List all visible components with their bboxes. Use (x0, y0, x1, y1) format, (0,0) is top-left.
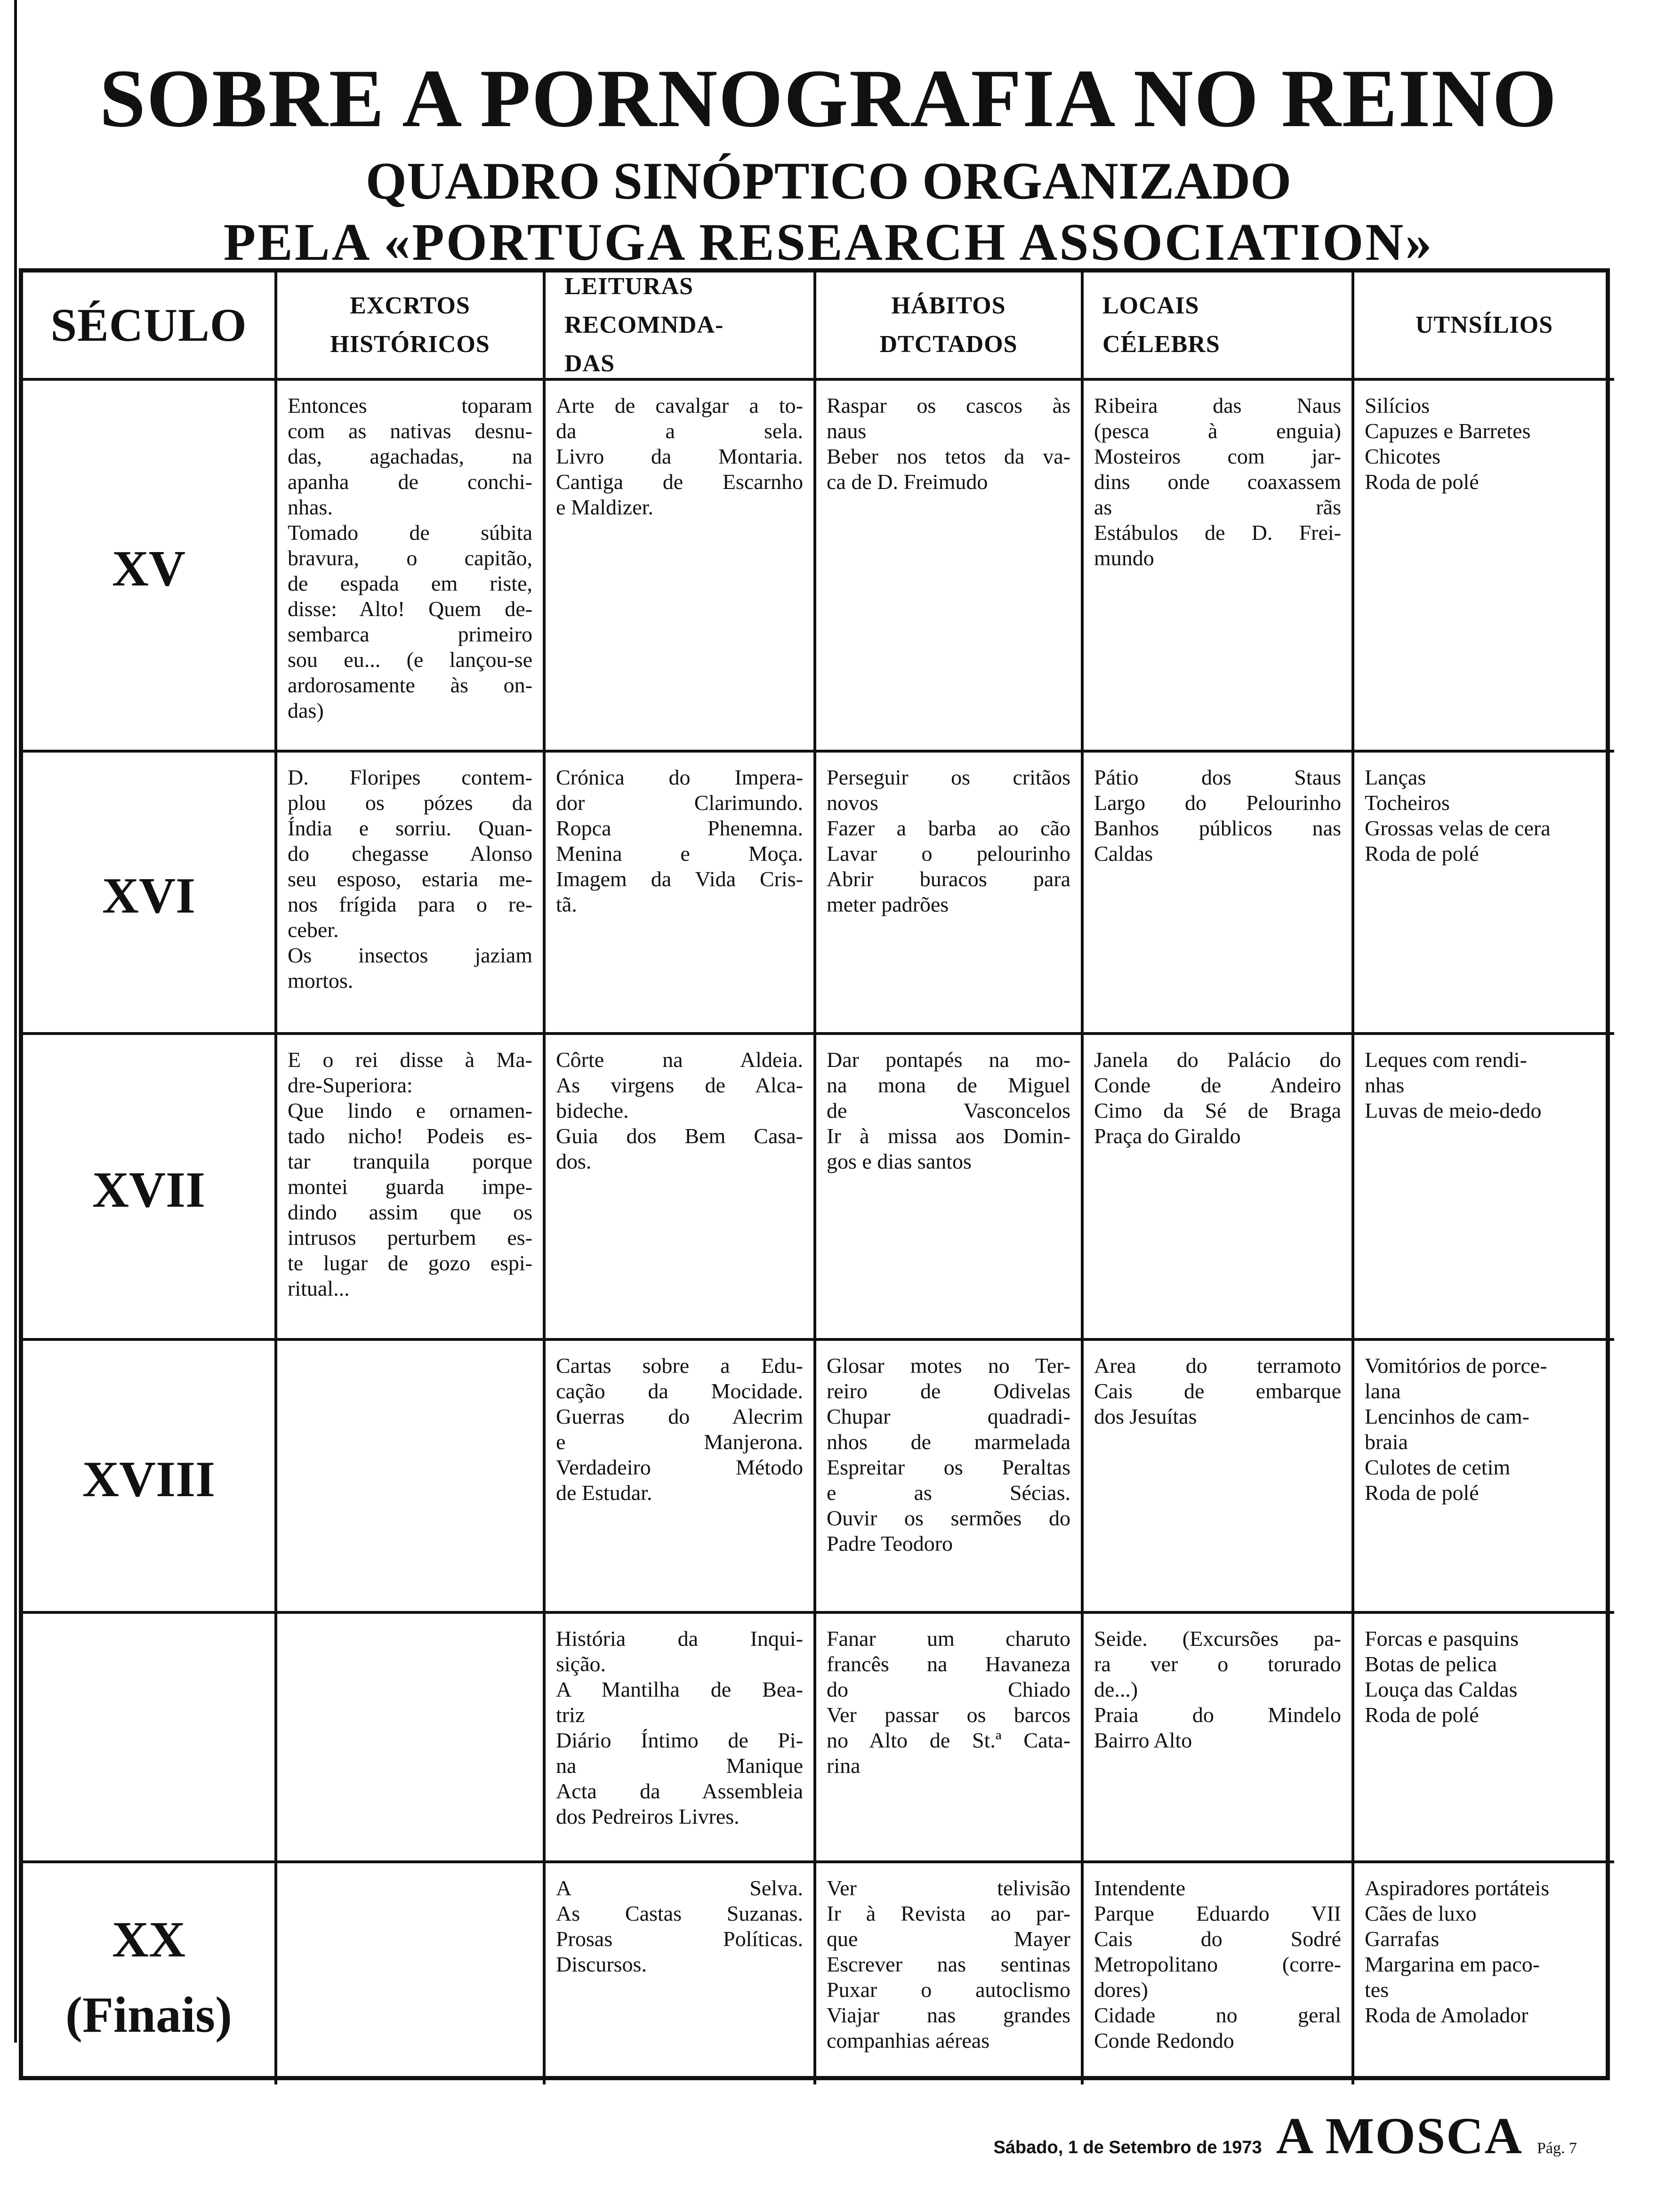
habitos-cell (816, 1341, 1084, 1614)
leituras-cell (546, 753, 816, 1035)
century-label: XX (112, 1912, 185, 1968)
utensilios-cell (1354, 1341, 1614, 1614)
leituras-line: cação da Mocidade. (556, 1379, 803, 1403)
locais-line: Conde Redondo (1094, 2028, 1234, 2052)
leituras-line: Menina e Moça. (556, 842, 803, 866)
utensilios-line: Luvas de meio-dedo (1365, 1098, 1542, 1122)
utensilios-line: Margarina em paco- (1365, 1952, 1540, 1976)
excertos-line: apanha de conchi- (288, 470, 532, 494)
habitos-line: nhos de marmelada (827, 1430, 1070, 1454)
locais-line: mundo (1094, 546, 1154, 570)
locais-line: ra ver o torurado (1094, 1652, 1341, 1676)
leituras-line: Verdadeiro Método (556, 1455, 803, 1479)
leituras-line: Cantiga de Escarnho (556, 470, 803, 494)
century-cell (23, 1863, 277, 2084)
leituras-line: triz (556, 1703, 585, 1727)
excertos-line: com as nativas desnu- (288, 419, 532, 443)
utensilios-line: Roda de polé (1365, 842, 1479, 866)
habitos-line: Fazer a barba ao cão (827, 816, 1070, 840)
locais-line: Bairro Alto (1094, 1728, 1192, 1752)
leituras-line: Imagem da Vida Cris- (556, 867, 803, 891)
utensilios-line: Forcas e pasquins (1365, 1627, 1519, 1651)
leituras-cell (546, 1863, 816, 2084)
excertos-line: tado nicho! Podeis es- (288, 1124, 532, 1148)
leituras-line: Acta da Assembleia (556, 1779, 803, 1803)
century-cell (23, 1614, 277, 1863)
locais-line: Banhos públicos nas (1094, 816, 1341, 840)
locais-line: Largo do Pelourinho (1094, 791, 1341, 815)
column-header-line: LEITURAS (564, 273, 693, 300)
page-header (0, 52, 1657, 273)
century-label: (Finais) (65, 1987, 232, 2043)
habitos-line: na mona de Miguel (827, 1073, 1070, 1097)
excertos-cell (277, 1614, 546, 1863)
leituras-cell (546, 381, 816, 753)
locais-line: as rãs (1094, 495, 1341, 519)
locais-line: Parque Eduardo VII (1094, 1901, 1341, 1925)
leituras-cell (546, 1341, 816, 1614)
habitos-line: Perseguir os critãos (827, 765, 1070, 789)
habitos-cell (816, 1614, 1084, 1863)
leituras-line: Crónica do Impera- (556, 765, 803, 789)
locais-line: dores) (1094, 1978, 1148, 2002)
habitos-line: no Alto de St.ª Cata- (827, 1728, 1070, 1752)
century-cell (23, 753, 277, 1035)
page-subtitle-line2: PELA «PORTUGA RESEARCH ASSOCIATION» (223, 213, 1434, 272)
locais-line: Janela do Palácio do (1094, 1048, 1341, 1072)
excertos-cell (277, 381, 546, 753)
habitos-line: Beber nos tetos da va- (827, 444, 1070, 468)
excertos-line: sou eu... (e lançou-se (288, 648, 532, 672)
excertos-line: do chegasse Alonso (288, 842, 532, 866)
habitos-line: reiro de Odivelas (827, 1379, 1070, 1403)
leituras-line: A Selva. (556, 1876, 803, 1900)
utensilios-line: Chicotes (1365, 444, 1440, 468)
column-header-line: EXCRTOS (350, 292, 470, 319)
column-header-seculo (23, 272, 277, 381)
column-header-line: CÉLEBRS (1102, 331, 1220, 358)
leituras-line: Discursos. (556, 1952, 647, 1976)
leituras-cell (546, 1035, 816, 1341)
excertos-line: Índia e sorriu. Quan- (288, 816, 532, 840)
excertos-line: Entonces toparam (288, 393, 532, 417)
habitos-line: e as Sécias. (827, 1481, 1070, 1505)
column-header-leituras-text (564, 272, 724, 381)
excertos-line: intrusos perturbem es- (288, 1226, 532, 1250)
utensilios-line: Roda de polé (1365, 1703, 1479, 1727)
locais-line: Mosteiros com jar- (1094, 444, 1341, 468)
utensilios-line: Silícios (1365, 393, 1430, 417)
excertos-line: ceber. (288, 918, 339, 942)
locais-line: Area do terramoto (1094, 1354, 1341, 1378)
excertos-line: dindo assim que os (288, 1200, 532, 1224)
habitos-line: Ouvir os sermões do (827, 1506, 1070, 1530)
habitos-line: Raspar os cascos às (827, 393, 1070, 417)
locais-line: Cais de embarque (1094, 1379, 1341, 1403)
publication-logo: A MOSCA (1276, 2107, 1523, 2164)
column-header-locais-text (1102, 287, 1220, 364)
locais-line: Pátio dos Staus (1094, 765, 1341, 789)
column-header-excertos (277, 272, 546, 381)
locais-line: dins onde coaxassem (1094, 470, 1341, 494)
locais-line: Cidade no geral (1094, 2003, 1341, 2027)
column-header-line: DAS (564, 350, 615, 377)
habitos-line: Ir à missa aos Domin- (827, 1124, 1070, 1148)
habitos-line: gos e dias santos (827, 1149, 972, 1173)
column-header-locais (1084, 272, 1354, 381)
excertos-line: D. Floripes contem- (288, 765, 532, 789)
utensilios-cell (1354, 381, 1614, 753)
habitos-line: Escrever nas sentinas (827, 1952, 1070, 1976)
utensilios-line: Roda de polé (1365, 1481, 1479, 1505)
excertos-line: nhas. (288, 495, 333, 519)
habitos-line: Padre Teodoro (827, 1531, 953, 1555)
excertos-line: nos frígida para o re- (288, 892, 532, 916)
leituras-line: e Manjerona. (556, 1430, 803, 1454)
habitos-line: Ver telivisão (827, 1876, 1070, 1900)
leituras-line: Livro da Montaria. (556, 444, 803, 468)
excertos-line: ardorosamente às on- (288, 673, 532, 697)
excertos-cell (277, 1035, 546, 1341)
utensilios-line: Leques com rendi- (1365, 1048, 1527, 1072)
habitos-cell (816, 381, 1084, 753)
habitos-line: Dar pontapés na mo- (827, 1048, 1070, 1072)
utensilios-cell (1354, 1035, 1614, 1341)
century-label: XVII (92, 1162, 206, 1218)
page-left-edge-line (14, 0, 17, 2043)
excertos-line: tar tranquila porque (288, 1149, 532, 1173)
locais-line: Metropolitano (corre- (1094, 1952, 1341, 1976)
locais-line: (pesca à enguia) (1094, 419, 1341, 443)
column-header-line: HISTÓRICOS (330, 331, 490, 358)
page-subtitle-line1: QUADRO SINÓPTICO ORGANIZADO (365, 152, 1292, 210)
habitos-line: meter padrões (827, 892, 949, 916)
leituras-line: Ropca Phenemna. (556, 816, 803, 840)
utensilios-line: Garrafas (1365, 1927, 1440, 1951)
excertos-line: sembarca primeiro (288, 622, 532, 646)
excertos-line: E o rei disse à Ma- (288, 1048, 532, 1072)
utensilios-line: Botas de pelica (1365, 1652, 1497, 1676)
habitos-line: novos (827, 791, 878, 815)
habitos-line: Ir à Revista ao par- (827, 1901, 1070, 1925)
column-header-line: HÁBITOS (891, 292, 1006, 319)
column-header-leituras (546, 272, 816, 381)
leituras-line: Guerras do Alecrim (556, 1404, 803, 1428)
utensilios-line: Grossas velas de cera (1365, 816, 1551, 840)
locais-line: Conde de Andeiro (1094, 1073, 1341, 1097)
leituras-line: Guia dos Bem Casa- (556, 1124, 803, 1148)
column-header-habitos (816, 272, 1084, 381)
leituras-line: tã. (556, 892, 577, 916)
locais-line: Praça do Giraldo (1094, 1124, 1241, 1148)
utensilios-line: Roda de Amolador (1365, 2003, 1528, 2027)
leituras-cell (546, 1614, 816, 1863)
century-cell (23, 1341, 277, 1614)
leituras-line: As virgens de Alca- (556, 1073, 803, 1097)
locais-cell (1084, 1035, 1354, 1341)
habitos-line: francês na Havaneza (827, 1652, 1070, 1676)
utensilios-line: Louça das Caldas (1365, 1677, 1518, 1701)
page-footer (993, 2106, 1577, 2166)
habitos-cell (816, 1863, 1084, 2084)
century-label: XV (112, 541, 185, 597)
utensilios-cell (1354, 1863, 1614, 2084)
leituras-line: Diário Íntimo de Pi- (556, 1728, 803, 1752)
excertos-line: disse: Alto! Quem de- (288, 597, 532, 621)
utensilios-cell (1354, 753, 1614, 1035)
leituras-line: sição. (556, 1652, 606, 1676)
excertos-line: bravura, o capitão, (288, 546, 532, 570)
utensilios-line: Aspiradores portáteis (1365, 1876, 1550, 1900)
utensilios-line: tes (1365, 1978, 1389, 2002)
leituras-line: da a sela. (556, 419, 803, 443)
habitos-line: companhias aéreas (827, 2028, 990, 2052)
utensilios-line: Roda de polé (1365, 470, 1479, 494)
synoptic-table (19, 268, 1610, 2080)
locais-cell (1084, 753, 1354, 1035)
page-number: Pág. 7 (1537, 2140, 1577, 2157)
excertos-line: Tomado de súbita (288, 521, 532, 545)
column-header-utensilios (1354, 272, 1614, 381)
habitos-line: rina (827, 1754, 861, 1778)
habitos-line: naus (827, 419, 867, 443)
leituras-line: dor Clarimundo. (556, 791, 803, 815)
leituras-line: bideche. (556, 1098, 629, 1122)
locais-cell (1084, 1863, 1354, 2084)
leituras-line: As Castas Suzanas. (556, 1901, 803, 1925)
habitos-line: ca de D. Freimudo (827, 470, 988, 494)
habitos-cell (816, 1035, 1084, 1341)
habitos-line: do Chiado (827, 1677, 1070, 1701)
habitos-line: Espreitar os Peraltas (827, 1455, 1070, 1479)
habitos-line: Glosar motes no Ter- (827, 1354, 1070, 1378)
century-cell (23, 1035, 277, 1341)
habitos-line: que Mayer (827, 1927, 1070, 1951)
page-title: SOBRE A PORNOGRAFIA NO REINO (99, 53, 1558, 144)
utensilios-line: Lencinhos de cam- (1365, 1404, 1529, 1428)
locais-line: Ribeira das Naus (1094, 393, 1341, 417)
locais-line: Caldas (1094, 842, 1153, 866)
excertos-line: Os insectos jaziam (288, 943, 532, 967)
utensilios-line: Cães de luxo (1365, 1901, 1477, 1925)
leituras-line: Prosas Políticas. (556, 1927, 803, 1951)
locais-cell (1084, 1614, 1354, 1863)
habitos-cell (816, 753, 1084, 1035)
leituras-line: e Maldizer. (556, 495, 653, 519)
habitos-line: Lavar o pelourinho (827, 842, 1070, 866)
excertos-cell (277, 1341, 546, 1614)
excertos-line: montei guarda impe- (288, 1175, 532, 1199)
column-header-line: LOCAIS (1102, 292, 1199, 319)
utensilios-line: Vomitórios de porce- (1365, 1354, 1547, 1378)
excertos-line: te lugar de gozo espi- (288, 1251, 532, 1275)
habitos-line: Fanar um charuto (827, 1627, 1070, 1651)
excertos-line: de espada em riste, (288, 571, 532, 595)
column-header-utensilios-text (1416, 306, 1553, 345)
habitos-line: Puxar o autoclismo (827, 1978, 1070, 2002)
leituras-line: História da Inqui- (556, 1627, 803, 1651)
excertos-line: ritual... (288, 1276, 350, 1300)
leituras-line: dos. (556, 1149, 592, 1173)
leituras-line: Arte de cavalgar a to- (556, 393, 803, 417)
leituras-line: dos Pedreiros Livres. (556, 1804, 740, 1828)
habitos-line: de Vasconcelos (827, 1098, 1070, 1122)
utensilios-line: Tocheiros (1365, 791, 1450, 815)
locais-line: Cimo da Sé de Braga (1094, 1098, 1341, 1122)
excertos-line: dre-Superiora: (288, 1073, 413, 1097)
excertos-line: plou os pózes da (288, 791, 532, 815)
locais-line: Seide. (Excursões pa- (1094, 1627, 1341, 1651)
column-header-excertos-text (330, 287, 490, 364)
locais-line: de...) (1094, 1677, 1138, 1701)
locais-cell (1084, 381, 1354, 753)
century-label: XVIII (82, 1451, 216, 1507)
century-label: XVI (102, 868, 196, 924)
footer-date: Sábado, 1 de Setembro de 1973 (993, 2138, 1262, 2157)
excertos-cell (277, 753, 546, 1035)
excertos-line: das) (288, 698, 324, 722)
locais-line: Cais do Sodré (1094, 1927, 1341, 1951)
leituras-line: Côrte na Aldeia. (556, 1048, 803, 1072)
utensilios-line: Lanças (1365, 765, 1426, 789)
column-header-habitos-text (879, 287, 1017, 364)
leituras-line: de Estudar. (556, 1481, 652, 1505)
locais-line: Estábulos de D. Frei- (1094, 521, 1341, 545)
column-header-line: DTCTADOS (879, 331, 1018, 358)
habitos-line: Viajar nas grandes (827, 2003, 1070, 2027)
utensilios-line: nhas (1365, 1073, 1405, 1097)
leituras-line: A Mantilha de Bea- (556, 1677, 803, 1701)
locais-line: dos Jesuítas (1094, 1404, 1197, 1428)
utensilios-line: braia (1365, 1430, 1408, 1454)
locais-line: Intendente (1094, 1876, 1186, 1900)
locais-cell (1084, 1341, 1354, 1614)
column-header-line: UTNSÍLIOS (1415, 312, 1553, 338)
excertos-line: Que lindo e ornamen- (288, 1098, 532, 1122)
utensilios-line: Culotes de cetim (1365, 1455, 1511, 1479)
excertos-line: mortos. (288, 969, 354, 993)
excertos-line: seu esposo, estaria me- (288, 867, 532, 891)
habitos-line: Ver passar os barcos (827, 1703, 1070, 1727)
leituras-line: na Manique (556, 1754, 803, 1778)
utensilios-line: lana (1365, 1379, 1401, 1403)
century-cell (23, 381, 277, 753)
excertos-cell (277, 1863, 546, 2084)
excertos-line: das, agachadas, na (288, 444, 532, 468)
habitos-line: Chupar quadradi- (827, 1404, 1070, 1428)
column-header-seculo-text: SÉCULO (50, 299, 247, 351)
utensilios-cell (1354, 1614, 1614, 1863)
leituras-line: Cartas sobre a Edu- (556, 1354, 803, 1378)
column-header-line: RECOMNDA- (564, 312, 724, 338)
habitos-line: Abrir buracos para (827, 867, 1070, 891)
locais-line: Praia do Mindelo (1094, 1703, 1341, 1727)
utensilios-line: Capuzes e Barretes (1365, 419, 1531, 443)
